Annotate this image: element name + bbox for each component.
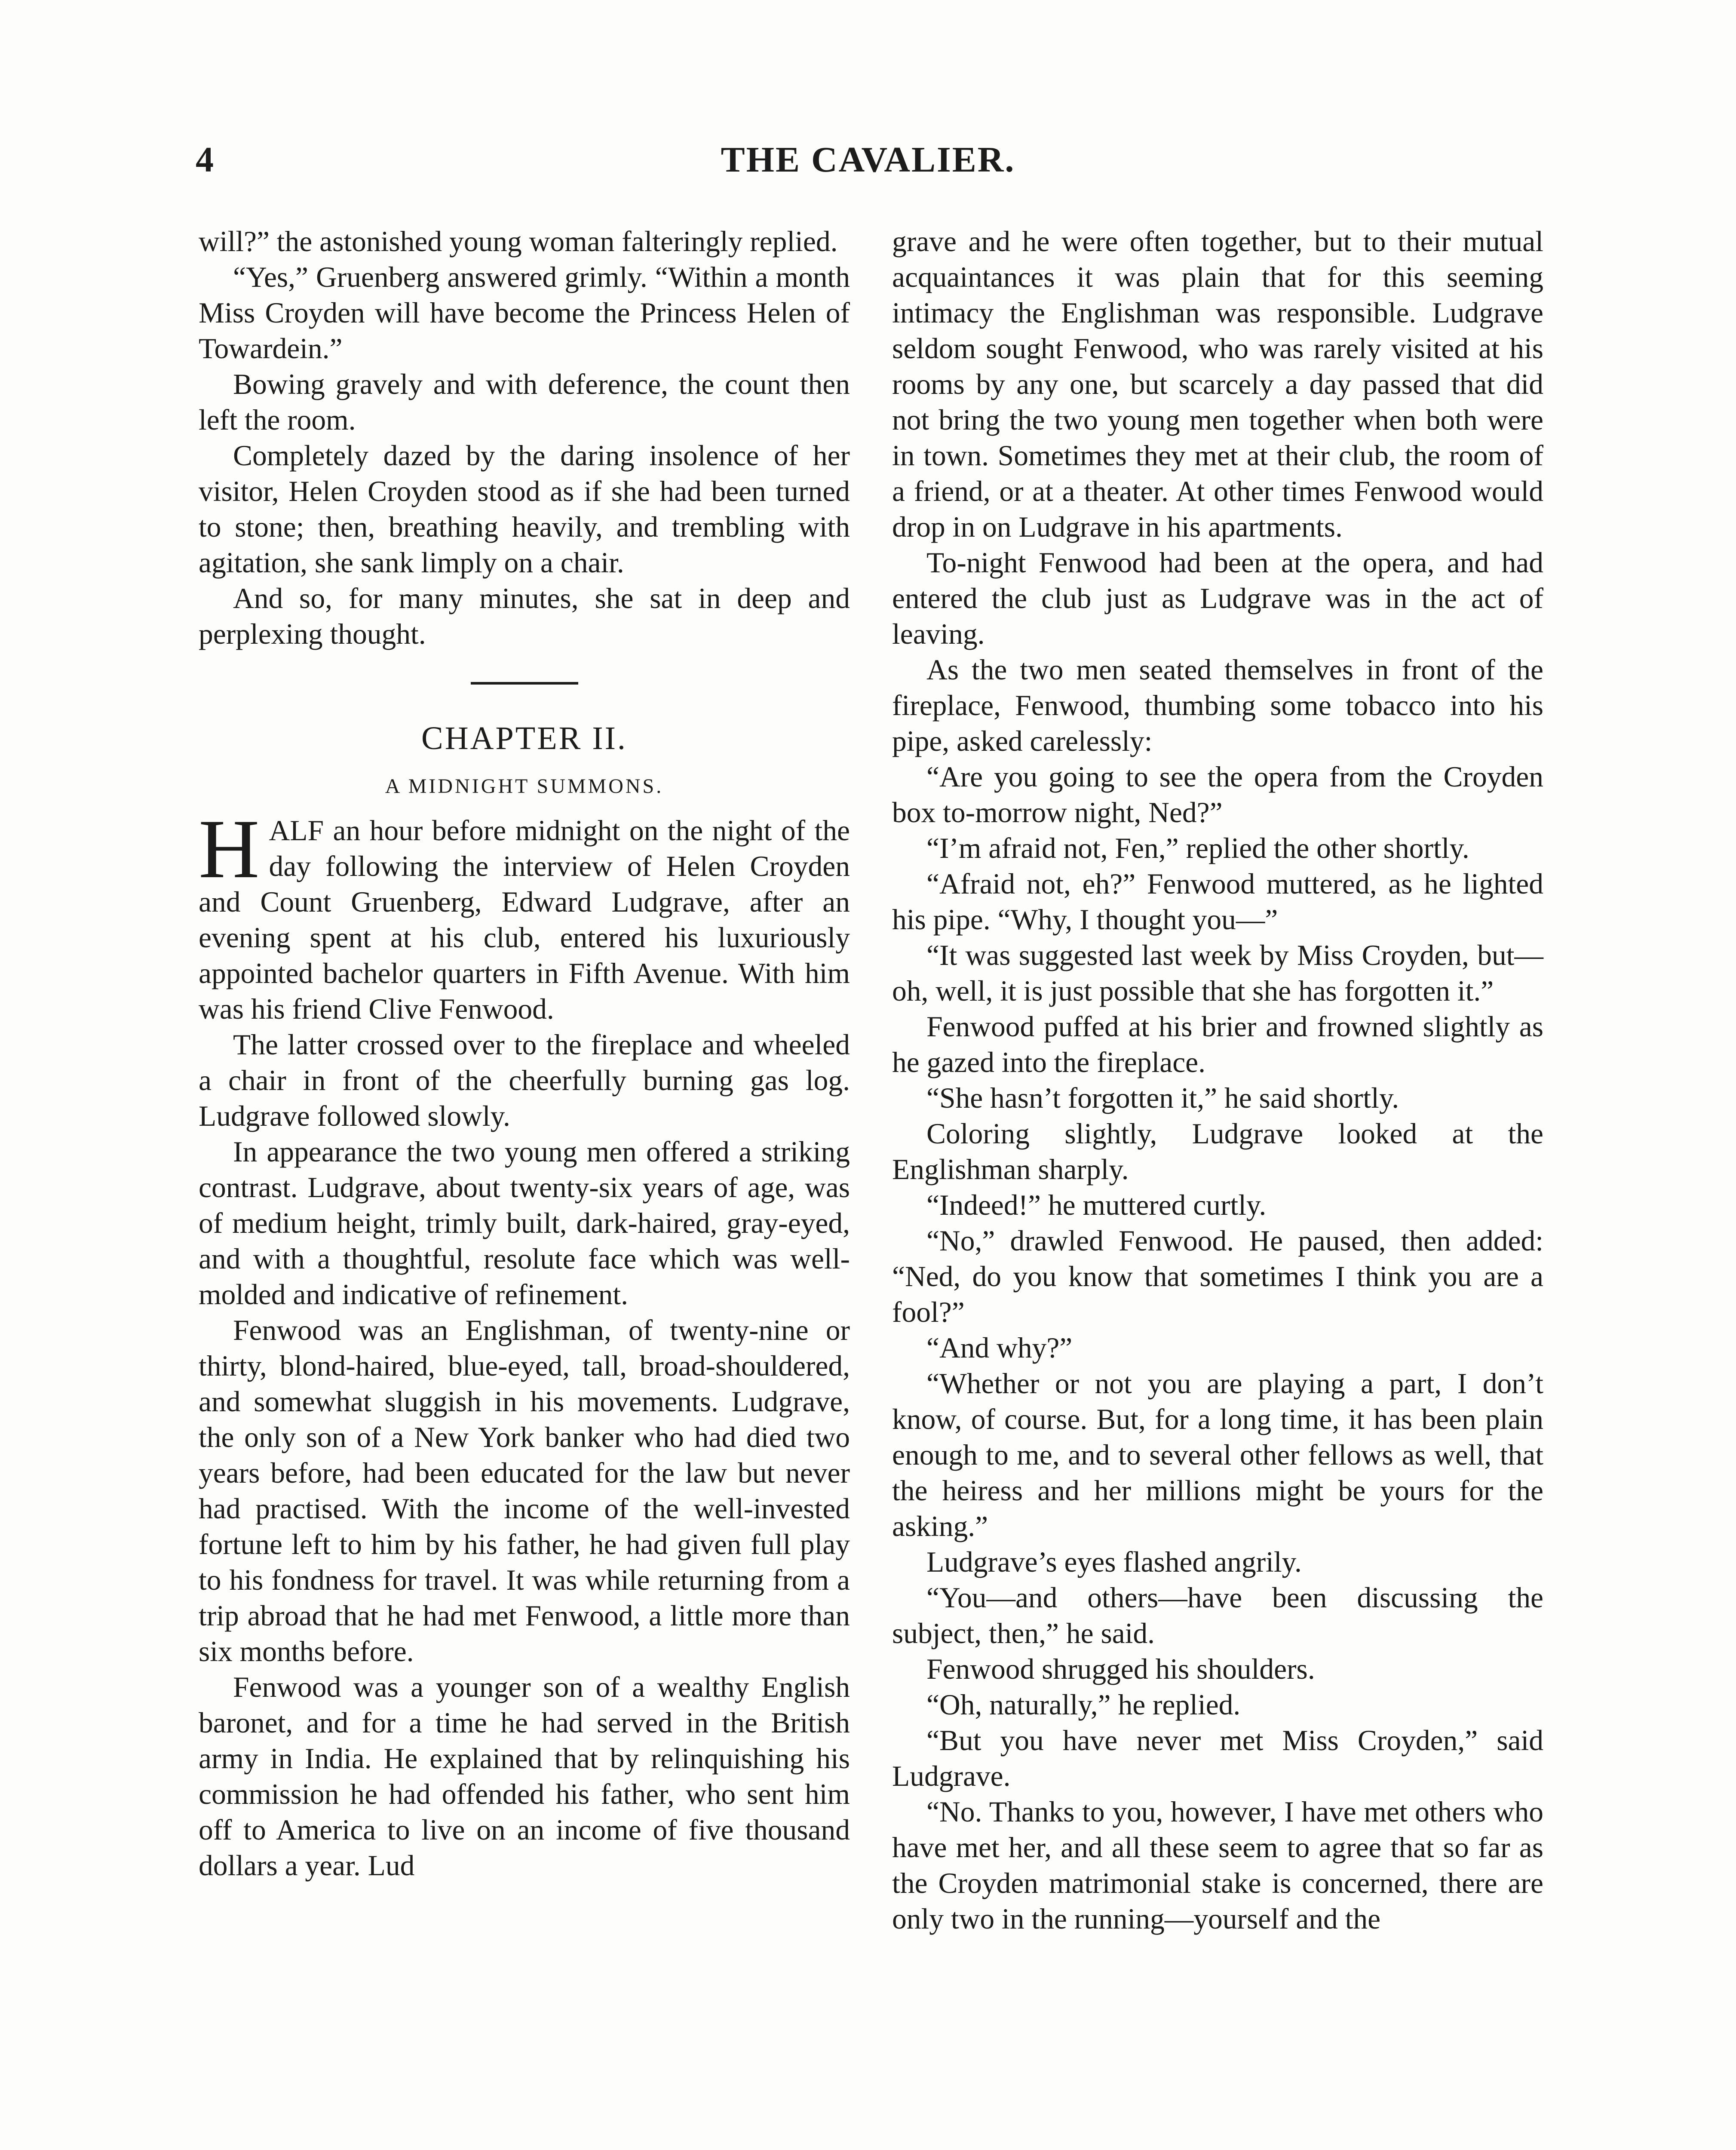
section-divider [471, 682, 578, 685]
opening-text: ALF an hour before midnight on the night of the day following the interview of Helen Croyden and Count Gruenberg, Edward Ludgrave, after an evening spent at his club, entered his luxuriously appointed bachelor quarters in Fifth Avenue. With him was his friend Clive Fenwood. [199, 814, 850, 1025]
paragraph: “It was suggested last week by Miss Croyden, but—oh, well, it is just possible that she has forgotten it.” [892, 939, 1543, 1007]
paragraph: “Indeed!” he muttered curtly. [926, 1189, 1267, 1221]
paragraph: “Are you going to see the opera from the Croyden box to-morrow night, Ned?” [892, 761, 1543, 829]
paragraph: Bowing gravely and with deference, the count then left the room. [199, 368, 850, 436]
paragraph: “But you have never met Miss Croyden,” said Ludgrave. [892, 1724, 1543, 1792]
chapter-title: CHAPTER II. [421, 720, 627, 756]
paragraph: Fenwood puffed at his brier and frowned slightly as he gazed into the fireplace. [892, 1010, 1543, 1078]
paragraph: Fenwood was an Englishman, of twenty-nine or thirty, blond-haired, blue-eyed, tall, broad-shouldered, and somewhat sluggish in his movements. Ludgrave, the only son of a New York banker who had died two years before, had been educated for the law but never had practised. With the income of the well-invested fortune left to him by his father, he had given full play to his fondness for travel. It was while returning from a trip abroad that he had met Fenwood, a little more than six months before. [199, 1314, 850, 1668]
paragraph: will?” the astonished young woman falteringly replied. [199, 225, 838, 258]
paragraph: Coloring slightly, Ludgrave looked at the Englishman sharply. [892, 1118, 1543, 1186]
paragraph: “I’m afraid not, Fen,” replied the other shortly. [926, 832, 1469, 864]
paragraph: In appearance the two young men offered a striking contrast. Ludgrave, about twenty-six years of age, was of medium height, trimly built, dark-haired, gray-eyed, and with a thoughtful, resolute face which was well-molded and indicative of refinement. [199, 1136, 850, 1311]
paragraph: And so, for many minutes, she sat in deep and perplexing thought. [199, 582, 850, 650]
right-column [892, 224, 1543, 1937]
paragraph: Fenwood was a younger son of a wealthy English baronet, and for a time he had served in the British army in India. He explained that by relinquishing his commission he had offended his father, who sent him off to America to live on an income of five thousand dollars a year. Lud [199, 1671, 850, 1882]
paragraph: “Oh, naturally,” he replied. [926, 1689, 1241, 1721]
paragraph: “Yes,” Gruenberg answered grimly. “Within a month Miss Croyden will have become the Princess Helen of Towardein.” [199, 261, 850, 365]
paragraph: “You—and others—have been discussing the subject, then,” he said. [892, 1582, 1543, 1649]
chapter-opening-paragraph [199, 802, 850, 1027]
paragraph: grave and he were often together, but to their mutual acquaintances it was plain that for this seeming intimacy the Englishman was responsible. Ludgrave seldom sought Fenwood, who was rarely visited at his rooms by any one, but scarcely a day passed that did not bring the two young men together when both were in town. Sometimes they met at their club, the room of a friend, or at a theater. At other times Fenwood would drop in on Ludgrave in his apartments. [892, 225, 1543, 543]
paragraph: As the two men seated themselves in front of the fireplace, Fenwood, thumbing some tobacco into his pipe, asked carelessly: [892, 654, 1543, 757]
paragraph: To-night Fenwood had been at the opera, and had entered the club just as Ludgrave was in the act of leaving. [892, 547, 1543, 650]
paragraph: The latter crossed over to the fireplace and wheeled a chair in front of the cheerfully burning gas log. Ludgrave followed slowly. [199, 1029, 850, 1132]
paragraph: Fenwood shrugged his shoulders. [926, 1653, 1315, 1685]
paragraph: “No,” drawled Fenwood. He paused, then added: “Ned, do you know that sometimes I think you are a fool?” [892, 1225, 1543, 1328]
paragraph: “Afraid not, eh?” Fenwood muttered, as he lighted his pipe. “Why, I thought you—” [892, 868, 1543, 936]
paragraph: “And why?” [926, 1332, 1073, 1364]
paragraph: “Whether or not you are playing a part, I don’t know, of course. But, for a long time, it has been plain enough to me, and to several other fellows as well, that the heiress and her millions might be yours for the asking.” [892, 1367, 1543, 1542]
drop-cap: H [199, 802, 260, 896]
left-column [199, 224, 850, 1883]
paragraph: Completely dazed by the daring insolence of her visitor, Helen Croyden stood as if she had been turned to stone; then, breathing heavily, and trembling with agitation, she sank limply on a chair. [199, 439, 850, 579]
chapter-subtitle: A MIDNIGHT SUMMONS. [385, 775, 664, 798]
page-number: 4 [196, 140, 214, 180]
paragraph: “She hasn’t forgotten it,” he said shortly. [926, 1082, 1399, 1114]
running-head: THE CAVALIER. [721, 140, 1015, 180]
paragraph: “No. Thanks to you, however, I have met others who have met her, and all these seem to agree that so far as the Croyden matrimonial stake is concerned, there are only two in the running—yourself and the [892, 1796, 1543, 1935]
paragraph: Ludgrave’s eyes flashed angrily. [926, 1546, 1302, 1578]
